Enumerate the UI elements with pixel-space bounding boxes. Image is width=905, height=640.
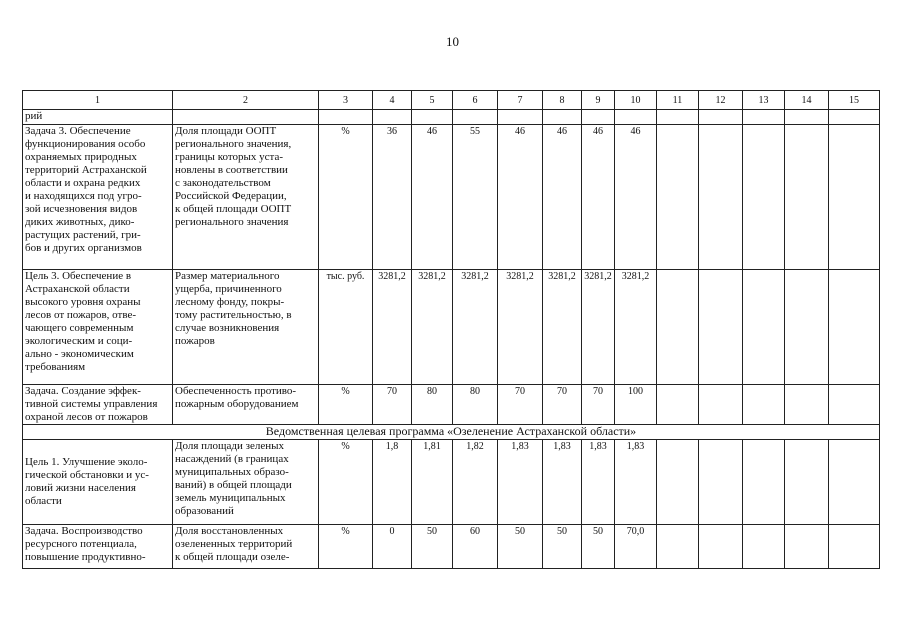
- value-cell: [699, 525, 743, 569]
- value-cell: 50: [582, 525, 615, 569]
- value-cell: [699, 125, 743, 270]
- value-cell: 1,83: [615, 440, 657, 525]
- column-header-1: 1: [23, 91, 173, 110]
- column-header-2: 2: [173, 91, 319, 110]
- column-header-7: 7: [498, 91, 543, 110]
- indicator-cell: Обеспеченность противо- пожарным оборудованием: [173, 385, 319, 425]
- page-number: 10: [446, 34, 459, 49]
- value-cell: 46: [412, 125, 453, 270]
- goal-cell: Задача 3. Обеспечение функционирования особо охраняемых природных территорий Астраханской области и охрана редких и находящихся под угро- зой исчезновения видов диких животных, дико- растущих растений, гри- бов и других организмов: [23, 125, 173, 270]
- value-cell: [785, 270, 829, 385]
- value-cell: 1,83: [498, 440, 543, 525]
- table-row: [23, 270, 880, 385]
- value-cell: [785, 525, 829, 569]
- value-cell: 3281,2: [615, 270, 657, 385]
- continuation-row: [23, 110, 880, 125]
- goal-cell: Задача. Воспроизводство ресурсного потенциала, повышение продуктивно-: [23, 525, 173, 569]
- value-cell: [743, 270, 785, 385]
- column-header-4: 4: [373, 91, 412, 110]
- goal-cell: Задача. Создание эффек- тивной системы управления охраной лесов от пожаров: [23, 385, 173, 425]
- value-cell: 1,81: [412, 440, 453, 525]
- value-cell: 60: [453, 525, 498, 569]
- value-cell: [743, 440, 785, 525]
- value-cell: 3281,2: [543, 270, 582, 385]
- value-cell: 50: [498, 525, 543, 569]
- value-cell: [829, 385, 880, 425]
- value-cell: 46: [582, 125, 615, 270]
- value-cell: [829, 270, 880, 385]
- column-header-9: 9: [582, 91, 615, 110]
- continuation-cell: рий: [23, 110, 173, 125]
- value-cell: [699, 270, 743, 385]
- value-cell: [657, 525, 699, 569]
- column-header-15: 15: [829, 91, 880, 110]
- value-cell: [785, 440, 829, 525]
- value-cell: [657, 440, 699, 525]
- section-title: Ведомственная целевая программа «Озеленение Астраханской области»: [23, 425, 880, 440]
- value-cell: 36: [373, 125, 412, 270]
- value-cell: 80: [453, 385, 498, 425]
- value-cell: 70: [373, 385, 412, 425]
- unit-cell: %: [319, 440, 373, 525]
- indicator-cell: Доля площади ООПТ регионального значения, границы которых уста- новлены в соответствии с законодательством Российской Федерации, к общей площади ООПТ регионального значения: [173, 125, 319, 270]
- unit-cell: %: [319, 385, 373, 425]
- value-cell: 46: [543, 125, 582, 270]
- unit-cell: тыс. руб.: [319, 270, 373, 385]
- value-cell: 46: [615, 125, 657, 270]
- value-cell: 50: [543, 525, 582, 569]
- goal-cell: Цель 1. Улучшение эколо- гической обстановки и ус- ловий жизни населения области: [23, 440, 173, 525]
- value-cell: [743, 385, 785, 425]
- column-header-12: 12: [699, 91, 743, 110]
- indicators-table: [22, 90, 880, 569]
- value-cell: [785, 385, 829, 425]
- unit-cell: %: [319, 525, 373, 569]
- unit-cell: %: [319, 125, 373, 270]
- column-number-row: [23, 91, 880, 110]
- value-cell: 70: [543, 385, 582, 425]
- value-cell: 0: [373, 525, 412, 569]
- value-cell: 3281,2: [582, 270, 615, 385]
- column-header-14: 14: [785, 91, 829, 110]
- value-cell: 1,83: [582, 440, 615, 525]
- value-cell: [785, 125, 829, 270]
- value-cell: 50: [412, 525, 453, 569]
- column-header-6: 6: [453, 91, 498, 110]
- value-cell: 46: [498, 125, 543, 270]
- value-cell: [699, 385, 743, 425]
- value-cell: [743, 525, 785, 569]
- table-row: [23, 385, 880, 425]
- value-cell: [743, 125, 785, 270]
- value-cell: [657, 125, 699, 270]
- value-cell: 3281,2: [373, 270, 412, 385]
- indicator-cell: Доля площади зеленых насаждений (в границах муниципальных образо- ваний) в общей площади земель муниципальных образований: [173, 440, 319, 525]
- value-cell: 1,8: [373, 440, 412, 525]
- value-cell: 1,82: [453, 440, 498, 525]
- value-cell: 3281,2: [412, 270, 453, 385]
- column-header-10: 10: [615, 91, 657, 110]
- value-cell: 1,83: [543, 440, 582, 525]
- indicator-cell: Доля восстановленных озелененных территорий к общей площади озеле-: [173, 525, 319, 569]
- value-cell: [657, 385, 699, 425]
- value-cell: 70: [498, 385, 543, 425]
- value-cell: 55: [453, 125, 498, 270]
- column-header-3: 3: [319, 91, 373, 110]
- column-header-13: 13: [743, 91, 785, 110]
- value-cell: 80: [412, 385, 453, 425]
- column-header-8: 8: [543, 91, 582, 110]
- section-row: [23, 425, 880, 440]
- value-cell: 3281,2: [453, 270, 498, 385]
- column-header-11: 11: [657, 91, 699, 110]
- value-cell: 100: [615, 385, 657, 425]
- value-cell: [829, 525, 880, 569]
- table-row: [23, 125, 880, 270]
- table-row: [23, 525, 880, 569]
- value-cell: [829, 125, 880, 270]
- value-cell: 70,0: [615, 525, 657, 569]
- goal-cell: Цель 3. Обеспечение в Астраханской области высокого уровня охраны лесов от пожаров, отве- чающего современным экологическим и соци- ально - экономическим требованиям: [23, 270, 173, 385]
- value-cell: 3281,2: [498, 270, 543, 385]
- value-cell: [829, 440, 880, 525]
- indicator-cell: Размер материального ущерба, причиненного лесному фонду, покры- тому растительностью, в случае возникновения пожаров: [173, 270, 319, 385]
- table-row: [23, 440, 880, 525]
- value-cell: [657, 270, 699, 385]
- column-header-5: 5: [412, 91, 453, 110]
- value-cell: [699, 440, 743, 525]
- value-cell: 70: [582, 385, 615, 425]
